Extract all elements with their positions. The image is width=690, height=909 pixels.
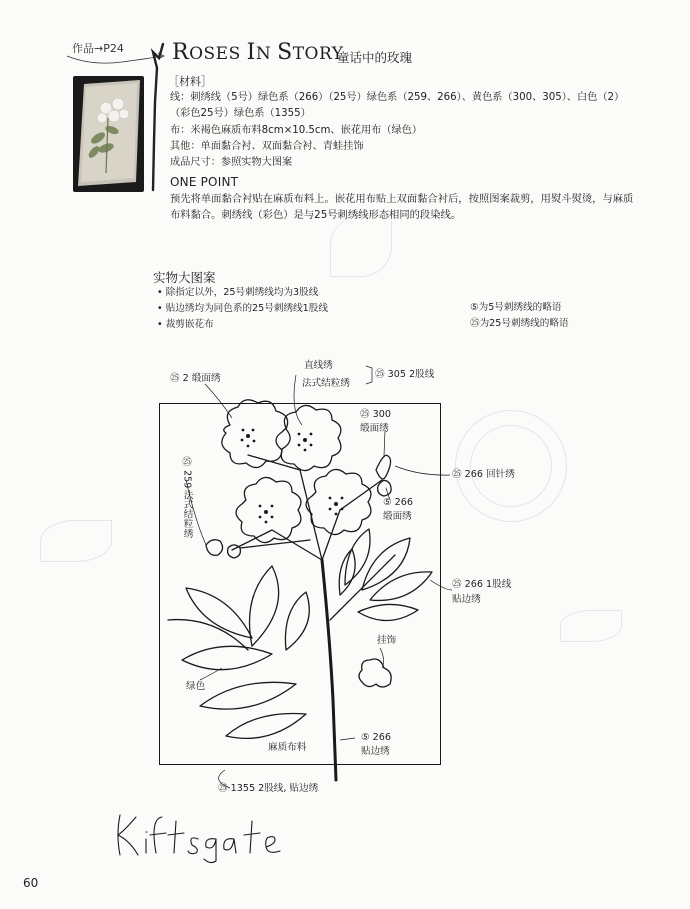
abbreviation-legend	[470, 300, 569, 332]
callout-linen: 麻质布料	[268, 742, 307, 753]
bleed-through-leaf	[40, 520, 112, 562]
callout-5-266-satin: 缎面绣	[383, 511, 412, 522]
bleed-through-leaf	[560, 610, 622, 642]
callout-5-266: ⑤ 266	[383, 497, 413, 508]
one-point-text	[170, 192, 670, 223]
callout-5-266-bottom: ⑤ 266	[361, 732, 391, 743]
reference-tag: 作品→P24	[72, 42, 124, 55]
callout-266-1strand: ㉕ 266 1股线	[452, 579, 512, 590]
page-title-english: ROSES IN STORY	[172, 40, 344, 65]
pattern-note: • 裁剪嵌花布	[157, 319, 214, 330]
pattern-note: • 贴边绣均为同色系的25号刺绣线1股线	[157, 303, 328, 314]
pattern-heading: 实物大图案	[153, 270, 216, 285]
callout-straight-stitch: 直线绣	[304, 360, 333, 371]
svg-text:Kiftsgate: Kiftsgate	[106, 805, 111, 806]
callout-green: 绿色	[186, 681, 206, 692]
callout-1355: ㉕ 1355 2股线, 贴边绣	[218, 783, 319, 794]
product-photo-image	[76, 78, 142, 192]
materials-section	[162, 74, 662, 171]
materials-line: （彩色25号）绿色系（1355）	[170, 108, 311, 120]
one-point-heading: ONE POINT	[170, 175, 239, 189]
page-number: 60	[23, 876, 39, 890]
callout-2-satin: ㉕ 2 缎面绣	[170, 373, 221, 384]
bleed-through-leaf	[330, 215, 392, 277]
callout-charm: 挂饰	[377, 635, 397, 646]
kiftsgate-signature	[106, 805, 286, 865]
callout-300-satin: 缎面绣	[360, 423, 389, 434]
callout-266-applique: 贴边绣	[452, 594, 481, 605]
pattern-frame	[159, 403, 441, 765]
materials-line: 成品尺寸：参照实物大图案	[170, 157, 293, 169]
one-point-line: 预先将单面黏合衬贴在麻质布料上。嵌花用布贴上双面黏合衬后，按照图案裁剪，用熨斗熨烫，与麻质	[170, 193, 634, 205]
callout-french-knot: 法式结粒绣	[302, 378, 350, 389]
materials-line: 布：米褐色麻质布料8cm×10.5cm、嵌花用布（绿色）	[170, 124, 423, 136]
bleed-through-rose	[470, 425, 552, 507]
one-point-line: 布料黏合。刺绣线（彩色）是与25号刺绣线形态相同的段染线。	[170, 208, 462, 221]
callout-300: ㉕ 300	[360, 409, 391, 420]
pattern-note: • 除指定以外，25号刺绣线均为3股线	[157, 287, 319, 298]
materials-line: 线：刺绣线（5号）绿色系（266）（25号）绿色系（259、266）、黄色系（300、305）、白色（2）	[170, 92, 625, 104]
callout-259-vertical: ㉕ 259 法式结粒绣	[181, 457, 193, 539]
legend-item: ㉕为25号刺绣线的略语	[470, 318, 569, 329]
legend-item: ⑤为5号刺绣线的略语	[470, 302, 562, 313]
page-title-chinese: 童话中的玫瑰	[337, 50, 413, 65]
callout-266-back: ㉕ 266 回针绣	[452, 469, 515, 480]
callout-5-266-bottom-applique: 贴边绣	[361, 746, 390, 757]
callout-305: ㉕ 305 2股线	[375, 369, 435, 380]
pattern-notes	[157, 285, 328, 333]
materials-line: 其他：单面黏合衬、双面黏合衬、青蛙挂饰	[170, 140, 364, 152]
materials-heading: ［材料］	[168, 75, 212, 88]
